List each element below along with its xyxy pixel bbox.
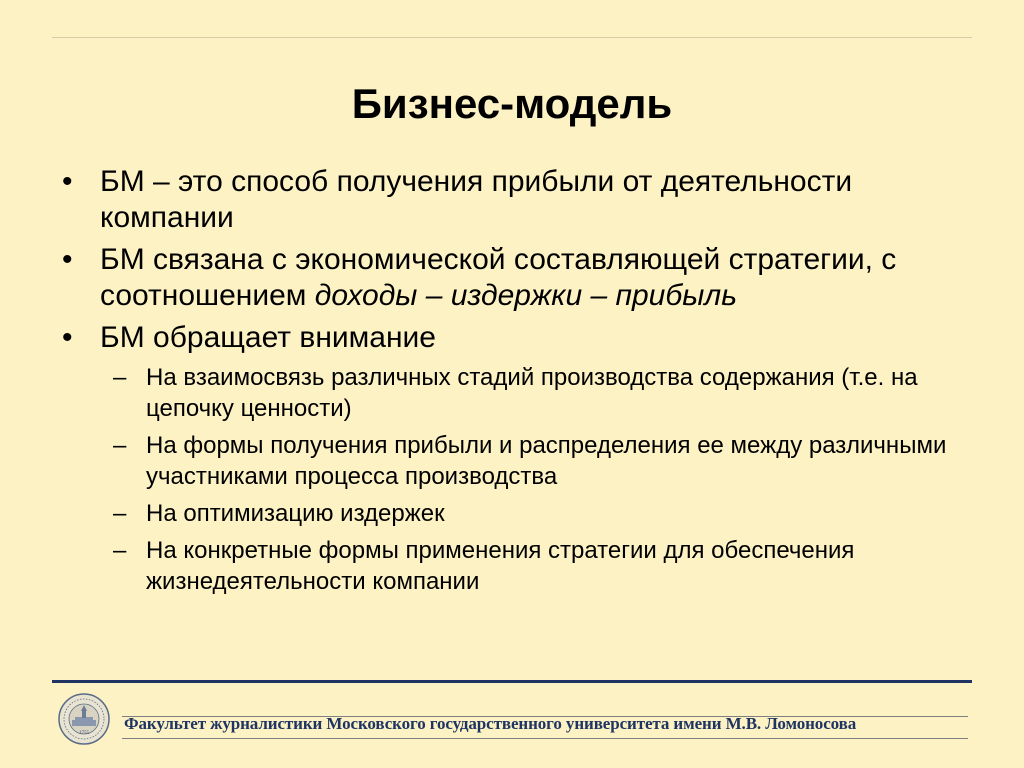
dash-marker: – [113, 537, 127, 564]
slide-title: Бизнес-модель [351, 80, 673, 127]
bullet-list [60, 164, 990, 603]
footer-bottom-line [122, 738, 968, 739]
sub-bullet-list [60, 362, 990, 597]
sub-bullet-text: На оптимизацию издержек [146, 500, 445, 527]
bullet-item [60, 242, 990, 314]
footer-caption: Факультет журналистики Московского государственного университета имени М.В. Ломоносова [124, 714, 857, 733]
sub-bullet-text: На конкретные формы применения стратегии для обеспечения жизнедеятельности компании [146, 537, 855, 595]
sub-bullet-item [60, 535, 990, 597]
sub-bullet-item [60, 362, 990, 424]
bullet-text: БМ связана с экономической составляющей стратегии, с соотношением [100, 243, 897, 312]
bullet-marker: • [62, 165, 73, 198]
bullet-marker: • [62, 321, 73, 354]
bottom-divider [52, 680, 972, 683]
sub-bullet-text: На формы получения прибыли и распределения ее между различными участниками процесса производства [146, 432, 947, 490]
seal-year: 1755 [79, 731, 89, 736]
dash-marker: – [113, 432, 127, 459]
top-divider [52, 37, 972, 38]
sub-bullet-text: На взаимосвязь различных стадий производства содержания (т.е. на цепочку ценности) [146, 364, 918, 422]
bullet-item [60, 320, 990, 356]
sub-bullet-item [60, 498, 990, 529]
bullet-text: БМ обращает внимание [100, 321, 436, 354]
dash-marker: – [113, 500, 127, 527]
bullet-text-italic: доходы – издержки – прибыль [314, 279, 738, 312]
university-seal-icon [58, 693, 110, 745]
dash-marker: – [113, 364, 127, 391]
bullet-item [60, 164, 990, 236]
bullet-text: БМ – это способ получения прибыли от деятельности компании [100, 165, 853, 234]
bullet-marker: • [62, 243, 73, 276]
sub-bullet-item [60, 430, 990, 492]
